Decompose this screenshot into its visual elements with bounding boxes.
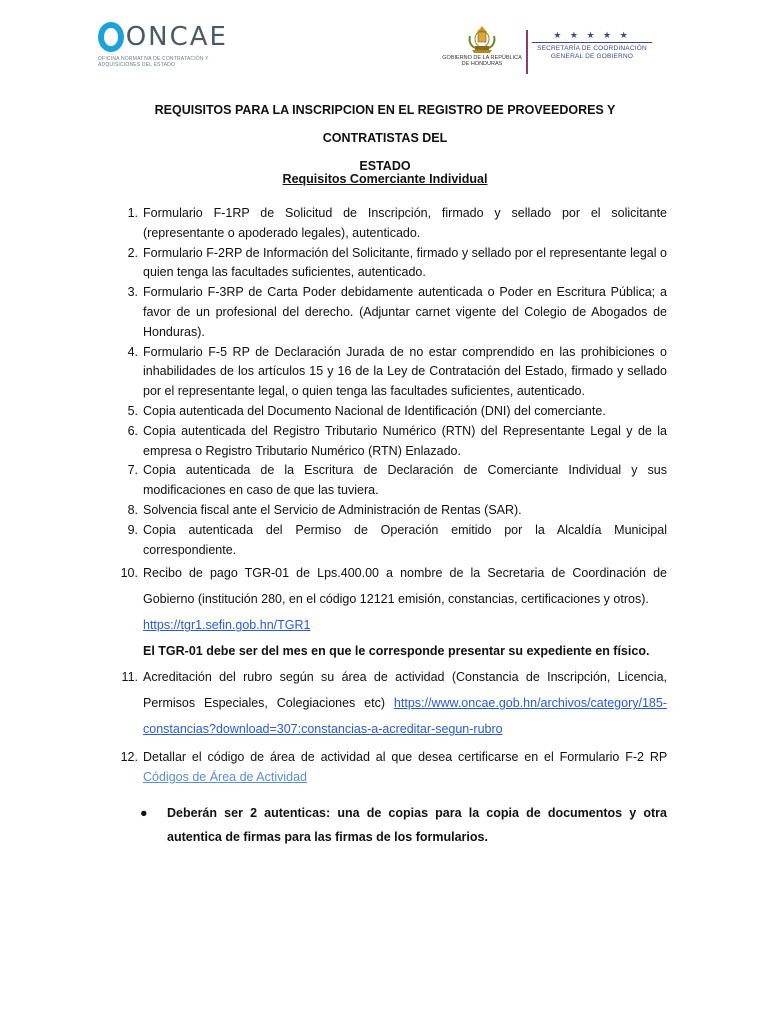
item-text: Formulario F-1RP de Solicitud de Inscripción, firmado y sellado por el solicitante (representante o apoderado legales), autenticado. xyxy=(143,206,667,240)
requirements-list xyxy=(110,204,667,788)
item-number: 8. xyxy=(127,502,138,517)
list-item xyxy=(110,204,667,244)
item-number: 3. xyxy=(127,285,138,300)
item-text: Copia autenticada del Permiso de Operación emitido por la Alcaldía Municipal correspondiente. xyxy=(143,522,667,557)
item-text: Formulario F-3RP de Carta Poder debidamente autenticada o Poder en Escritura Pública; a favor de un profesional del derecho. (Adjuntar carnet vigente del Colegio de Abogados de Honduras). xyxy=(143,285,667,339)
secretaria-logo xyxy=(532,30,652,60)
bullet-icon: ● xyxy=(140,806,148,820)
item-number: 10. xyxy=(120,566,138,581)
activity-codes-link[interactable]: Códigos de Área de Actividad xyxy=(143,770,307,785)
item-text: Copia autenticada del Documento Nacional de Identificación (DNI) del comerciante. xyxy=(143,403,606,418)
list-item xyxy=(110,244,667,284)
item-text: Acreditación del rubro según su área de actividad (Constancia de Inscripción, Licencia, Permisos Especiales, Colegiaciones etc) xyxy=(143,670,667,711)
bullet-text: Deberán ser 2 autenticas: una de copias para la copia de documentos y otra autentica de firmas para las firmas de los formularios. xyxy=(167,806,667,844)
coat-of-arms-icon xyxy=(465,24,499,54)
bullet-note xyxy=(140,801,667,849)
tgr1-link[interactable]: https://tgr1.sefin.gob.hn/TGR1 xyxy=(143,618,311,633)
list-item xyxy=(110,501,667,521)
list-item xyxy=(110,402,667,422)
item-text: Detallar el código de área de actividad al que desea certificarse en el Formulario F-2 RP xyxy=(143,750,667,765)
item-number: 2. xyxy=(127,245,138,260)
item-text: Formulario F-2RP de Información del Solicitante, firmado y sellado por el representante legal o quien tenga las facultades suficientes, autenticado. xyxy=(143,245,667,280)
item-text: Solvencia fiscal ante el Servicio de Administración de Rentas (SAR). xyxy=(143,502,522,517)
list-item xyxy=(110,521,667,561)
title-line-1: REQUISITOS PARA LA INSCRIPCION EN EL REGISTRO DE PROVEEDORES Y CONTRATISTAS DEL xyxy=(154,103,616,145)
list-item xyxy=(110,343,667,402)
oncae-constancias-link[interactable]: https://www.oncae.gob.hn/archivos/category/185-constancias?download=307:constancias-a-acreditar-segun-rubro xyxy=(143,696,667,737)
list-item xyxy=(110,461,667,501)
item-number: 4. xyxy=(127,344,138,359)
section-subtitle: Requisitos Comerciante Individual xyxy=(282,172,488,186)
item-text: Copia autenticada del Registro Tributario Numérico (RTN) del Representante Legal y de la empresa o Registro Tributario Numérico (RTN) Enlazado. xyxy=(143,423,667,458)
item-number: 12. xyxy=(120,750,138,765)
secretaria-rule xyxy=(532,42,652,43)
oncae-logo-text: ONCAE xyxy=(125,22,228,52)
oncae-logo xyxy=(98,22,228,78)
item-number: 7. xyxy=(127,463,138,478)
oncae-ring-icon xyxy=(98,22,124,52)
honduras-government-logo xyxy=(442,24,522,76)
item-number: 1. xyxy=(127,206,138,220)
list-item xyxy=(110,283,667,342)
secretaria-text: SECRETARÍA DE COORDINACIÓN GENERAL DE GOBIERNO xyxy=(537,45,647,60)
stars-icon: ★ ★ ★ ★ ★ xyxy=(553,30,631,40)
document-title xyxy=(110,96,660,180)
item-number: 9. xyxy=(127,522,138,537)
list-item xyxy=(110,664,667,742)
list-item xyxy=(110,560,667,638)
tgr-note: El TGR-01 debe ser del mes en que le corresponde presentar su expediente en físico. xyxy=(143,644,650,659)
item-number: 6. xyxy=(127,423,138,438)
item-number: 5. xyxy=(127,403,138,418)
item-text: Recibo de pago TGR-01 de Lps.400.00 a nombre de la Secretaria de Coordinación de Gobierno (institución 280, en el código 12121 emisión, constancias, certificaciones y otros). xyxy=(143,566,667,607)
list-item xyxy=(110,748,667,788)
list-item xyxy=(110,422,667,462)
item-text: Formulario F-5 RP de Declaración Jurada de no estar comprendido en las prohibiciones o inhabilidades de los artículos 15 y 16 de la Ley de Contratación del Estado, firmado y sellado por el representante legal, o quien tenga las facultades suficientes, autenticado. xyxy=(143,344,667,399)
title-line-2: ESTADO xyxy=(359,159,411,173)
honduras-text: GOBIERNO DE LA REPÚBLICA DE HONDURAS xyxy=(442,55,522,67)
oncae-subtitle: OFICINA NORMATIVA DE CONTRATACIÓN Y ADQUISICIONES DEL ESTADO xyxy=(98,56,209,68)
header-divider xyxy=(526,30,528,74)
item-text: Copia autenticada de la Escritura de Declaración de Comerciante Individual y sus modificaciones en caso de que las tuviera. xyxy=(143,463,667,498)
item-number: 11. xyxy=(121,670,138,685)
